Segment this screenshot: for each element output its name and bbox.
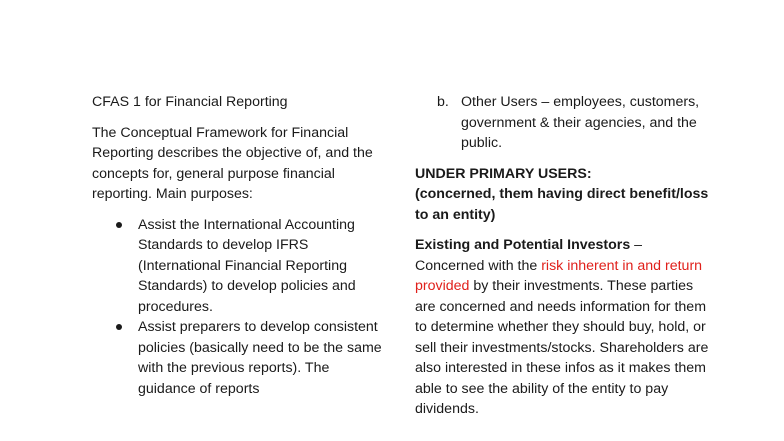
list-item [92,317,382,399]
other-users-item [415,92,715,154]
investors-text-start: Concerned with the [415,257,542,274]
section-title: CFAS 1 for Financial Reporting [92,94,288,110]
list-item [92,215,382,318]
heading-line-1: UNDER PRIMARY USERS: [415,165,592,182]
list-item-text: Assist preparers to develop consistent policies (basically need to be the same with the previous reports). The guidance of reports [138,319,382,397]
investors-heading: Existing and Potential Investors [415,237,631,253]
bullet-icon [116,222,122,228]
investors-dash: – [630,237,643,253]
left-column [92,92,382,399]
intro-paragraph: The Conceptual Framework for Financial Reporting describes the objective of, and the concepts for, general purpose financial reporting. Main purposes: [92,124,373,202]
investors-text-end: by their investments. These parties are concerned and needs information for them to determine whether they should buy, hold, or sell their investments/stocks. Shareholders are also interested in these infos as it makes them able to see the ability of the entity to pay dividends. [415,278,709,417]
purpose-list [92,215,382,400]
right-column [415,92,715,420]
list-item-text: Assist the International Accounting Standards to develop IFRS (International Financial Reporting Standards) to develop policies and procedures. [138,216,356,315]
heading-line-2: (concerned, them having direct benefit/loss to an entity) [415,186,709,223]
investors-highlight: risk inherent in and return provided [415,257,703,294]
other-users-text: Other Users – employees, customers, government & their agencies, and the public. [461,94,700,151]
list-marker: b. [437,94,449,110]
bullet-icon [116,324,122,330]
investors-paragraph [415,235,715,420]
primary-users-heading [415,164,715,226]
